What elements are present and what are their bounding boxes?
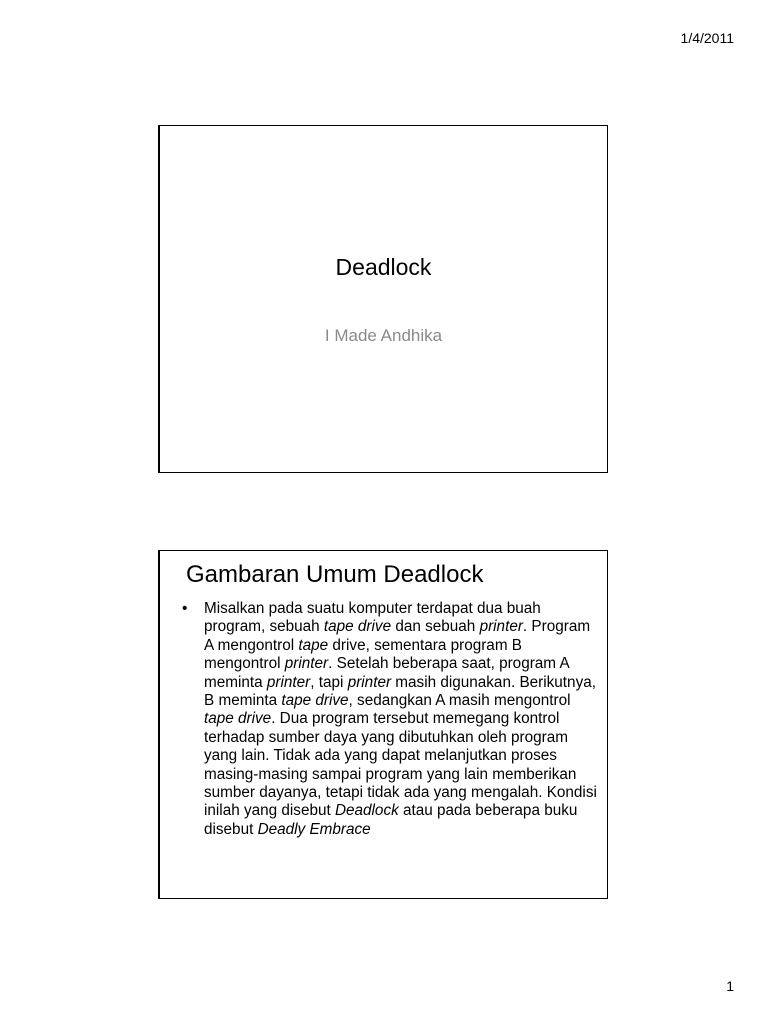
italic-text-run: tape drive <box>323 618 392 636</box>
italic-text-run: printer <box>347 673 392 691</box>
text-run: atau pada beberapa buku disebut <box>204 802 578 838</box>
text-run: Misalkan pada suatu komputer terdapat dua buah program, sebuah <box>204 600 541 636</box>
italic-text-run: tape drive <box>204 710 272 728</box>
italic-text-run: printer <box>479 618 523 636</box>
slide-title: Gambaran Umum Deadlock <box>186 561 484 588</box>
italic-text-run: tape <box>298 636 329 654</box>
italic-text-run: printer <box>266 673 311 691</box>
bullet-list <box>182 600 602 839</box>
bullet-paragraph <box>204 600 602 839</box>
text-run: , tapi <box>310 673 348 691</box>
slide-title: Deadlock <box>335 254 432 280</box>
italic-text-run: printer <box>284 655 329 673</box>
text-run: . Program A mengontrol <box>204 618 591 654</box>
page-number: 1 <box>726 978 734 994</box>
italic-text-run: Deadlock <box>334 802 399 820</box>
content-slide <box>158 550 608 899</box>
text-run: dan sebuah <box>391 618 480 636</box>
italic-text-run: Deadly Embrace <box>257 820 371 838</box>
bullet-marker: • <box>182 600 188 617</box>
slide-subtitle-author: I Made Andhika <box>324 326 443 345</box>
italic-text-run: tape drive <box>281 692 349 710</box>
title-slide <box>158 125 608 473</box>
text-run: masih digunakan. Berikutnya, B meminta <box>204 673 596 710</box>
text-run: . Dua program tersebut memegang kontrol terhadap sumber daya yang dibutuhkan oleh program yang lain. Tidak ada yang dapat melanjutkan proses masing-masing sampai program yang lain memberikan sumber dayanya, tetapi tidak ada yang mengalah. Kondisi inilah yang disebut <box>204 710 597 820</box>
text-run: drive, sementara program B mengontrol <box>204 636 523 673</box>
text-run: , sedangkan A masih mengontrol <box>348 692 571 710</box>
page-date: 1/4/2011 <box>680 30 734 46</box>
text-run: . Setelah beberapa saat, program A meminta <box>204 655 569 691</box>
